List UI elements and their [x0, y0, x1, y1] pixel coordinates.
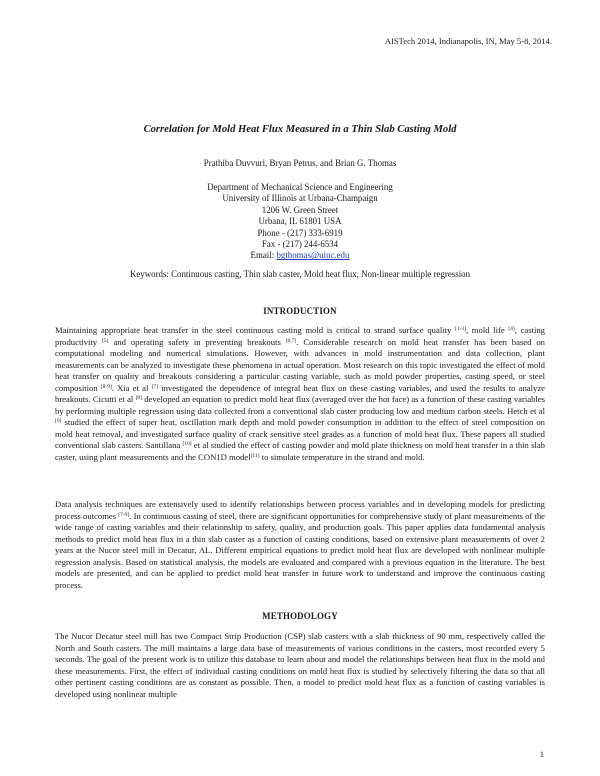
introduction-paragraph-1 [55, 325, 545, 464]
text-run: et al studied the effect of casting powder and mold plate thickness on mold heat transfer in a thin slab caster, using plant measurements and the CON1D model [55, 440, 545, 463]
paper-title: Correlation for Mold Heat Flux Measured in a Thin Slab Casting Mold [143, 124, 457, 135]
affiliation-department: Department of Mechanical Science and Engineering [207, 182, 393, 192]
text-run: . In continuous casting of steel, there are significant opportunities for comprehensive study of plant measurements of the wide range of casting variables and their relationship to safety, quality, and production goals. This paper applies data fundamental analysis methods to predict mold heat flux in a thin slab caster as a function of casting conditions, based on extensive plant measurements of over 2 years at the Nucor steel mill in Decatur, AL. Different empirical equations to predict mold heat flux are developed with nonlinear multiple regression analysis. Based on statistical analysis, the models are evaluated and compared with a previous equation in the literature. The best models are presented, and can be applied to predict mold heat transfer in future work to understand and improve the continuous casting process. [55, 510, 545, 590]
citation-ref: [8-9] [100, 383, 112, 390]
text-run: to simulate temperature in the strand and mold. [259, 452, 425, 463]
text-run: Maintaining appropriate heat transfer in the steel continuous casting mold is critical to strand surface quality [55, 325, 455, 335]
citation-ref: [4] [508, 326, 515, 332]
affiliation-phone: Phone - (217) 333-6919 [257, 227, 343, 238]
citation-ref: [10] [182, 441, 192, 448]
introduction-paragraph-2 [55, 499, 545, 591]
text-run: investigated the dependence of integral heat flux on these casting variables, and used the results to analyze breakouts. Cicutti et al [55, 382, 546, 405]
methodology-paragraph-1: The Nucor Decatur steel mill has two Compact Strip Production (CSP) slab casters with a slab thickness of 90 mm, respectively called the North and South casters. The mill maintains a large data base of measurements of various conditions in the casters, most recorded every 5 seconds. The goal of the present work is to utilize this database to learn about and model the relationships between heat flux in the mold and these measurements. First, the effect of individual casting conditions on mold heat flux is studied by selectively filtering the data so that all other pertinent casting conditions are as constant as possible. Then, a model to predict mold heat flux as a function of casting variables is developed using nonlinear multiple [55, 631, 545, 699]
conference-header: AISTech 2014, Indianapolis, IN, May 5-8, 2014. [384, 36, 552, 46]
text-run: Data analysis techniques are extensively used to identify relationships between process variables and in developing models for predicting process outcomes [55, 499, 545, 521]
citation-ref: [6,7] [285, 337, 297, 344]
text-run: , casting productivity [55, 325, 545, 347]
text-run: developed an equation to predict mold heat flux (averaged over the hot face) as a function of these casting variables by performing multiple regression using data collected from a conventional slab caster producing low and medium carbon steels. Hetch et al [55, 394, 545, 416]
text-run: . Considerable research on mold heat transfer has been based on computational modeling and numerical simulations. However, with advances in mold instrumentation and data collection, plant measurements can be analyzed to investigate these phenomena in actual operation. Most research on this topic investigated the effect of mold heat transfer on quality and breakouts considering a particular casting variable, such as mold powder properties, casting speed, or steel composition [55, 336, 545, 393]
email-label: Email: [250, 250, 277, 261]
author-list: Prathiba Duvvuri, Bryan Petrus, and Brian G. Thomas [203, 158, 397, 168]
affiliation-street: 1206 W. Green Street [261, 204, 339, 215]
citation-ref: [1-3] [454, 326, 466, 332]
introduction-heading: INTRODUCTION [263, 306, 337, 316]
affiliation-block [0, 182, 600, 262]
text-run: studied the effect of super heat, oscillation mark depth and mold powder consumption in addition to the effect of steel composition on mold heat removal, and investigated surface quality of crack sensitive steel grades as a function of mold heat flux. These papers all studied conventional slab casters. Santillana [55, 417, 545, 451]
citation-ref: [9] [55, 418, 62, 425]
citation-ref: [8] [135, 395, 142, 402]
page-number: 1 [539, 749, 544, 759]
text-run: , mold life [465, 325, 509, 335]
affiliation-university: University of Illinois at Urbana-Champaign [222, 193, 378, 204]
citation-ref: [11] [250, 453, 260, 460]
affiliation-city: Urbana, IL 61801 USA [258, 216, 342, 227]
citation-ref: [7-9] [118, 511, 130, 518]
text-run: and operating safety in preventing breakouts [108, 336, 286, 347]
citation-ref: [5] [102, 337, 109, 344]
affiliation-fax: Fax - (217) 244-6534 [261, 239, 339, 250]
keywords-line: Keywords: Continuous casting, Thin slab caster, Mold heat flux, Non-linear multiple regression [129, 269, 471, 279]
text-run: . Xia et al [111, 382, 152, 393]
affiliation-email-line [0, 250, 600, 261]
email-link[interactable]: bgthomas@uiuc.edu [276, 250, 350, 261]
methodology-heading: METHODOLOGY [262, 611, 338, 621]
citation-ref: [7] [151, 383, 158, 390]
